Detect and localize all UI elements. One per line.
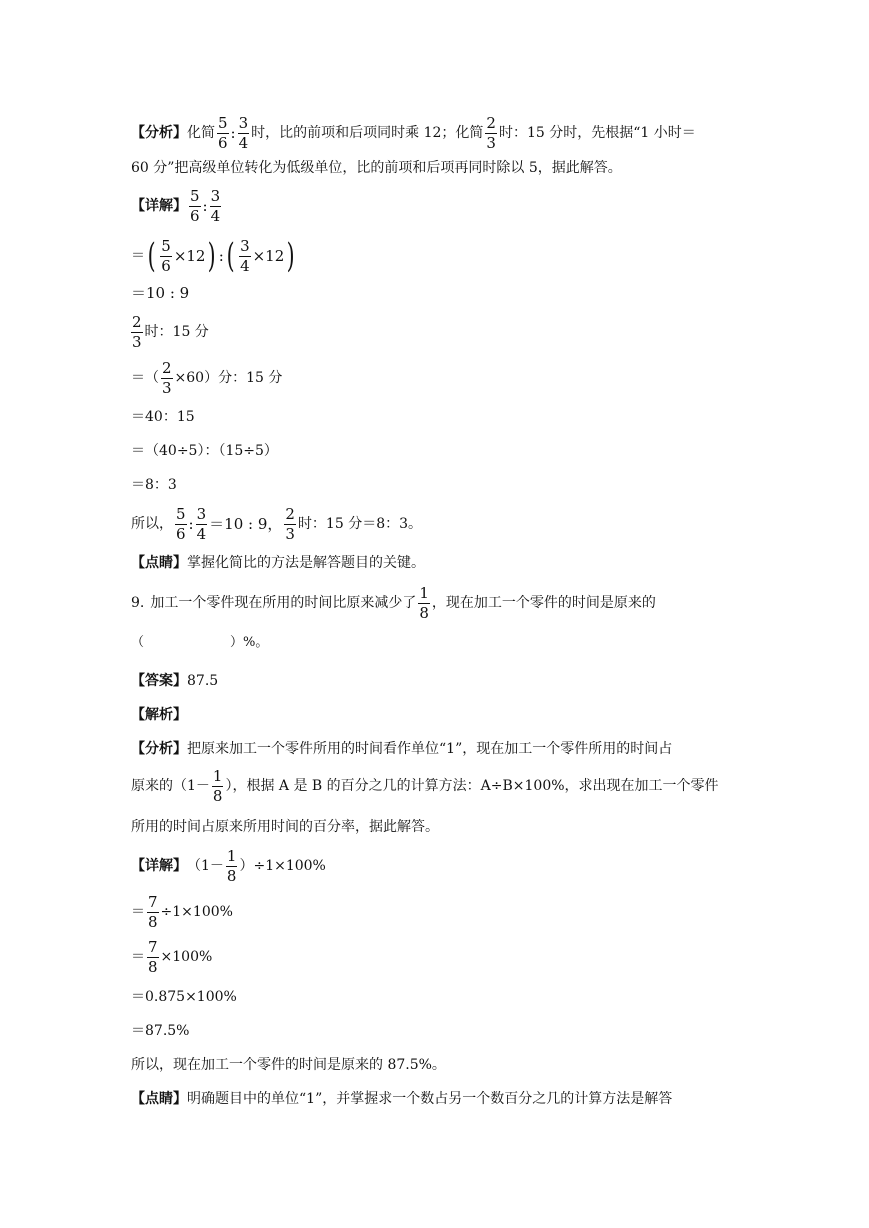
ratio-colon: : [202,197,208,215]
fraction: $\frac{1}{8}$ [226,846,237,885]
ratio-colon: : [188,515,194,533]
fraction: $\frac{5}{6}$ [176,504,186,543]
analysis-2-line-2 [131,766,749,806]
analysis-2-line-3 [131,817,749,837]
math-term: （1－ [187,858,224,874]
ratio-colon: : [218,247,224,265]
question-9-line-2 [131,633,749,653]
analysis-tag: 【分析】 [131,741,187,757]
detail-1-step-6 [131,441,749,461]
fraction: $\frac{2}{3}$ [162,358,172,397]
fraction: $\frac{3}{4}$ [240,236,250,275]
math-step: ＝0.875×100% [131,989,237,1005]
detail-2-step-3 [131,987,749,1007]
answer-tag: 【答案】 [131,673,187,689]
equals-sign: ＝ [131,904,145,920]
analysis-text: 所用的时间占原来所用时间的百分率，据此解答。 [131,819,439,835]
detail-1-step-1: ＝ ( $\frac{5}{6}$ ×12 ) : ( $\frac{3}{4}$ ×12 ) [131,236,295,276]
jiexi-tag: 【解析】 [131,707,187,723]
detail-tag: 【详解】 [131,198,187,214]
equals-sign: ＝ [131,949,145,965]
math-term: ＝10 : 9， [209,515,283,533]
fraction: $\frac{2}{3}$ [285,504,295,543]
detail-2-step-4 [131,1021,749,1041]
math-step: ＝87.5% [131,1023,190,1039]
detail-1-step-4 [131,358,749,398]
analysis-tag: 【分析】 [131,125,187,141]
math-step: ＝（40÷5）：（15÷5） [131,443,278,459]
conclusion-text: 所以，现在加工一个零件的时间是原来的 87.5%。 [131,1057,446,1073]
math-term: ×60）分：15 分 [174,370,283,386]
point-text: 掌握化简比的方法是解答题目的关键。 [187,555,425,571]
point-2 [131,1089,749,1109]
detail-2-line-1 [131,846,749,886]
math-term: ）÷1×100% [239,858,326,874]
math-term: ×12 [173,247,206,265]
jiexi-line [131,705,749,725]
detail-1-line-1 [131,186,749,226]
question-number: 9. [131,595,145,611]
conclusion-text: 时：15 分＝8：3。 [297,516,423,532]
math-step: ＝10 : 9 [131,284,190,302]
fraction: $\frac{5}{6}$ [218,113,228,152]
ratio-colon: : [230,124,236,142]
math-term: ×12 [252,247,285,265]
conclusion-text: 所以， [131,516,173,532]
detail-1-step-3 [131,312,749,352]
question-9-line-1 [131,583,749,623]
detail-1-step-7 [131,475,749,495]
detail-2-step-2 [131,937,749,977]
analysis-text: 时：15 分时，先根据“1 小时＝ [498,125,696,141]
math-term: ÷1×100% [160,904,233,920]
fraction: $\frac{2}{3}$ [486,113,496,152]
question-text: ）%。 [230,635,269,650]
analysis-text: 化简 [187,125,215,141]
analysis-text: 60 分”把高级单位转化为低级单位，比的前项和后项再同时除以 5，据此解答。 [131,160,622,176]
math-term: ×100% [160,949,213,965]
detail-2-conclusion [131,1055,749,1075]
fraction: $\frac{3}{4}$ [196,504,207,543]
fraction: $\frac{1}{8}$ [419,583,429,622]
answer-line [131,671,749,691]
detail-2-step-1 [131,892,749,932]
analysis-2-line-1 [131,739,749,759]
point-text: 明确题目中的单位“1”，并掌握求一个数占另一个数百分之几的计算方法是解答 [187,1091,673,1107]
analysis-text: 时，比的前项和后项同时乘 12；化简 [251,125,484,141]
fraction: $\frac{5}{6}$ [190,186,200,225]
fraction: $\frac{1}{8}$ [212,766,223,805]
point-1 [131,553,749,573]
analysis-1-line-1 [131,113,749,153]
detail-1-step-5 [131,407,749,427]
math-step: ＝40：15 [131,409,195,425]
answer-value: 87.5 [187,673,219,689]
analysis-text: 把原来加工一个零件所用的时间看作单位“1”，现在加工一个零件所用的时间占 [187,741,673,757]
fraction: $\frac{3}{4}$ [238,113,249,152]
question-text: 加工一个零件现在所用的时间比原来减少了 [150,595,417,611]
fraction: $\frac{2}{3}$ [132,312,142,351]
question-text: （ [131,635,145,650]
fraction: $\frac{3}{4}$ [210,186,221,225]
analysis-text: ），根据 A 是 B 的百分之几的计算方法：A÷B×100%，求出现在加工一个零件 [225,778,719,794]
fraction: $\frac{5}{6}$ [161,236,171,275]
fraction: $\frac{7}{8}$ [148,937,158,976]
fraction: $\frac{7}{8}$ [148,892,158,931]
detail-tag: 【详解】 [131,858,187,874]
math-step: 时：15 分 [144,324,209,340]
analysis-1-line-2 [131,158,749,178]
analysis-text: 原来的（1－ [131,778,210,794]
point-tag: 【点睛】 [131,555,187,571]
math-step: ＝8：3 [131,477,177,493]
equals-sign: ＝ [131,248,145,264]
point-tag: 【点睛】 [131,1091,187,1107]
detail-1-step-2 [131,283,749,303]
detail-1-conclusion [131,504,749,544]
math-term: ＝（ [131,370,159,386]
question-text: ，现在加工一个零件的时间是原来的 [431,595,656,611]
